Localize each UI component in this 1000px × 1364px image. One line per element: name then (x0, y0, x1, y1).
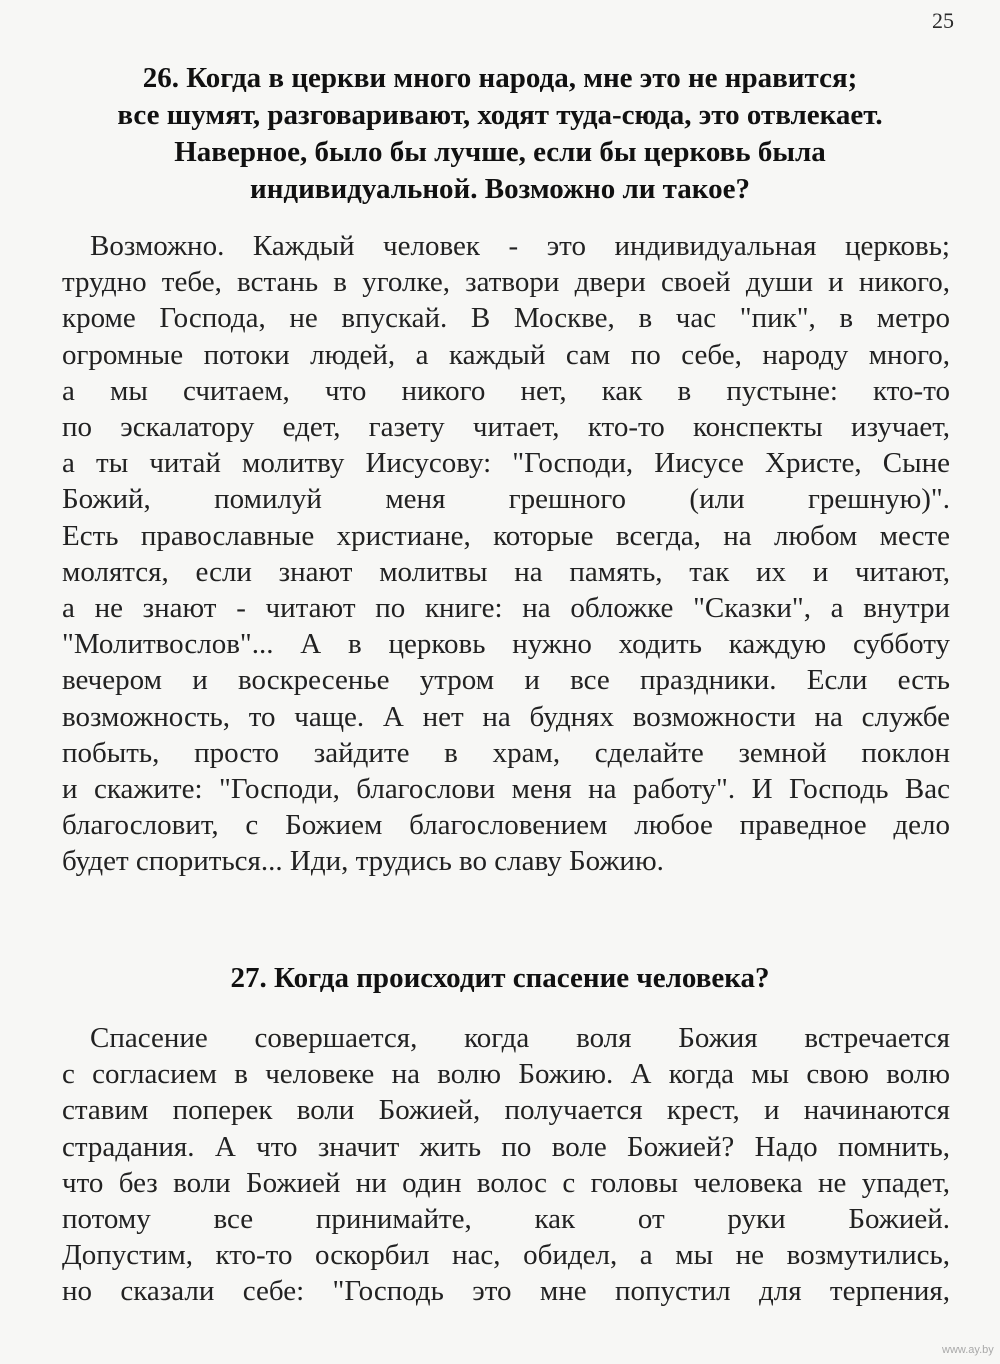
body-line: потому все принимайте, как от руки Божией. (62, 1203, 950, 1236)
title-line: Наверное, было бы лучше, если бы церковь была (174, 136, 826, 168)
body-line: кроме Господа, не впускай. В Москве, в час "пик", в метро (62, 302, 950, 335)
body-line: и скажите: "Господи, благослови меня на работу". И Господь Вас (62, 773, 950, 806)
section-27-title (60, 960, 940, 997)
watermark: www.ay.by (942, 1344, 994, 1356)
body-line: с согласием в человеке на волю Божию. А когда мы свою волю (62, 1058, 950, 1091)
title-line: индивидуальной. Возможно ли такое? (250, 173, 750, 205)
body-line: вечером и воскресенье утром и все праздники. Если есть (62, 664, 950, 697)
body-line: что без воли Божией ни один волос с головы человека не упадет, (62, 1166, 950, 1199)
body-line: огромные потоки людей, а каждый сам по себе, народу много, (62, 338, 950, 371)
title-line: 27. Когда происходит спасение человека? (230, 962, 770, 994)
body-line: но сказали себе: "Господь это мне попустил для терпения, (62, 1275, 950, 1308)
body-line: Есть православные христиане, которые всегда, на любом месте (62, 519, 950, 552)
body-line: по эскалатору едет, газету читает, кто-то конспекты изучает, (62, 411, 950, 444)
title-line: все шумят, разговаривают, ходят туда-сюда, это отвлекает. (117, 99, 883, 131)
title-line: 26. Когда в церкви много народа, мне это не нравится; (142, 62, 858, 94)
body-line: Божий, помилуй меня грешного (или грешную)". (62, 483, 950, 516)
section-27-body (62, 1020, 950, 1310)
body-line: побыть, просто зайдите в храм, сделайте земной поклон (62, 736, 950, 769)
body-line: а не знают - читают по книге: на обложке "Сказки", а внутри (62, 592, 950, 625)
body-line: Допустим, кто-то оскорбил нас, обидел, а мы не возмутились, (62, 1239, 950, 1272)
section-26-body (62, 228, 950, 880)
body-line: Возможно. Каждый человек - это индивидуальная церковь; (90, 230, 950, 262)
body-line: ставим поперек воли Божией, получается крест, и начинаются (62, 1094, 950, 1127)
body-line: молятся, если знают молитвы на память, так их и читают, (62, 555, 950, 588)
body-line: страдания. А что значит жить по воле Божией? Надо помнить, (62, 1130, 950, 1163)
page-number: 25 (932, 8, 954, 33)
body-line: возможность, то чаще. А нет на буднях возможности на службе (62, 700, 950, 733)
body-line: трудно тебе, встань в уголке, затвори двери своей души и никого, (62, 266, 950, 299)
body-line: "Молитвослов"... А в церковь нужно ходить каждую субботу (62, 628, 950, 661)
section-26-title (60, 60, 940, 208)
body-line: а мы считаем, что никого нет, как в пустыне: кто-то (62, 374, 950, 407)
body-line: Спасение совершается, когда воля Божия встречается (90, 1022, 950, 1054)
body-line: будет спориться... Иди, трудись во славу Божию. (62, 845, 664, 878)
body-line: благословит, с Божием благословением любое праведное дело (62, 809, 950, 842)
body-line: а ты читай молитву Иисусову: "Господи, Иисусе Христе, Сыне (62, 447, 950, 480)
